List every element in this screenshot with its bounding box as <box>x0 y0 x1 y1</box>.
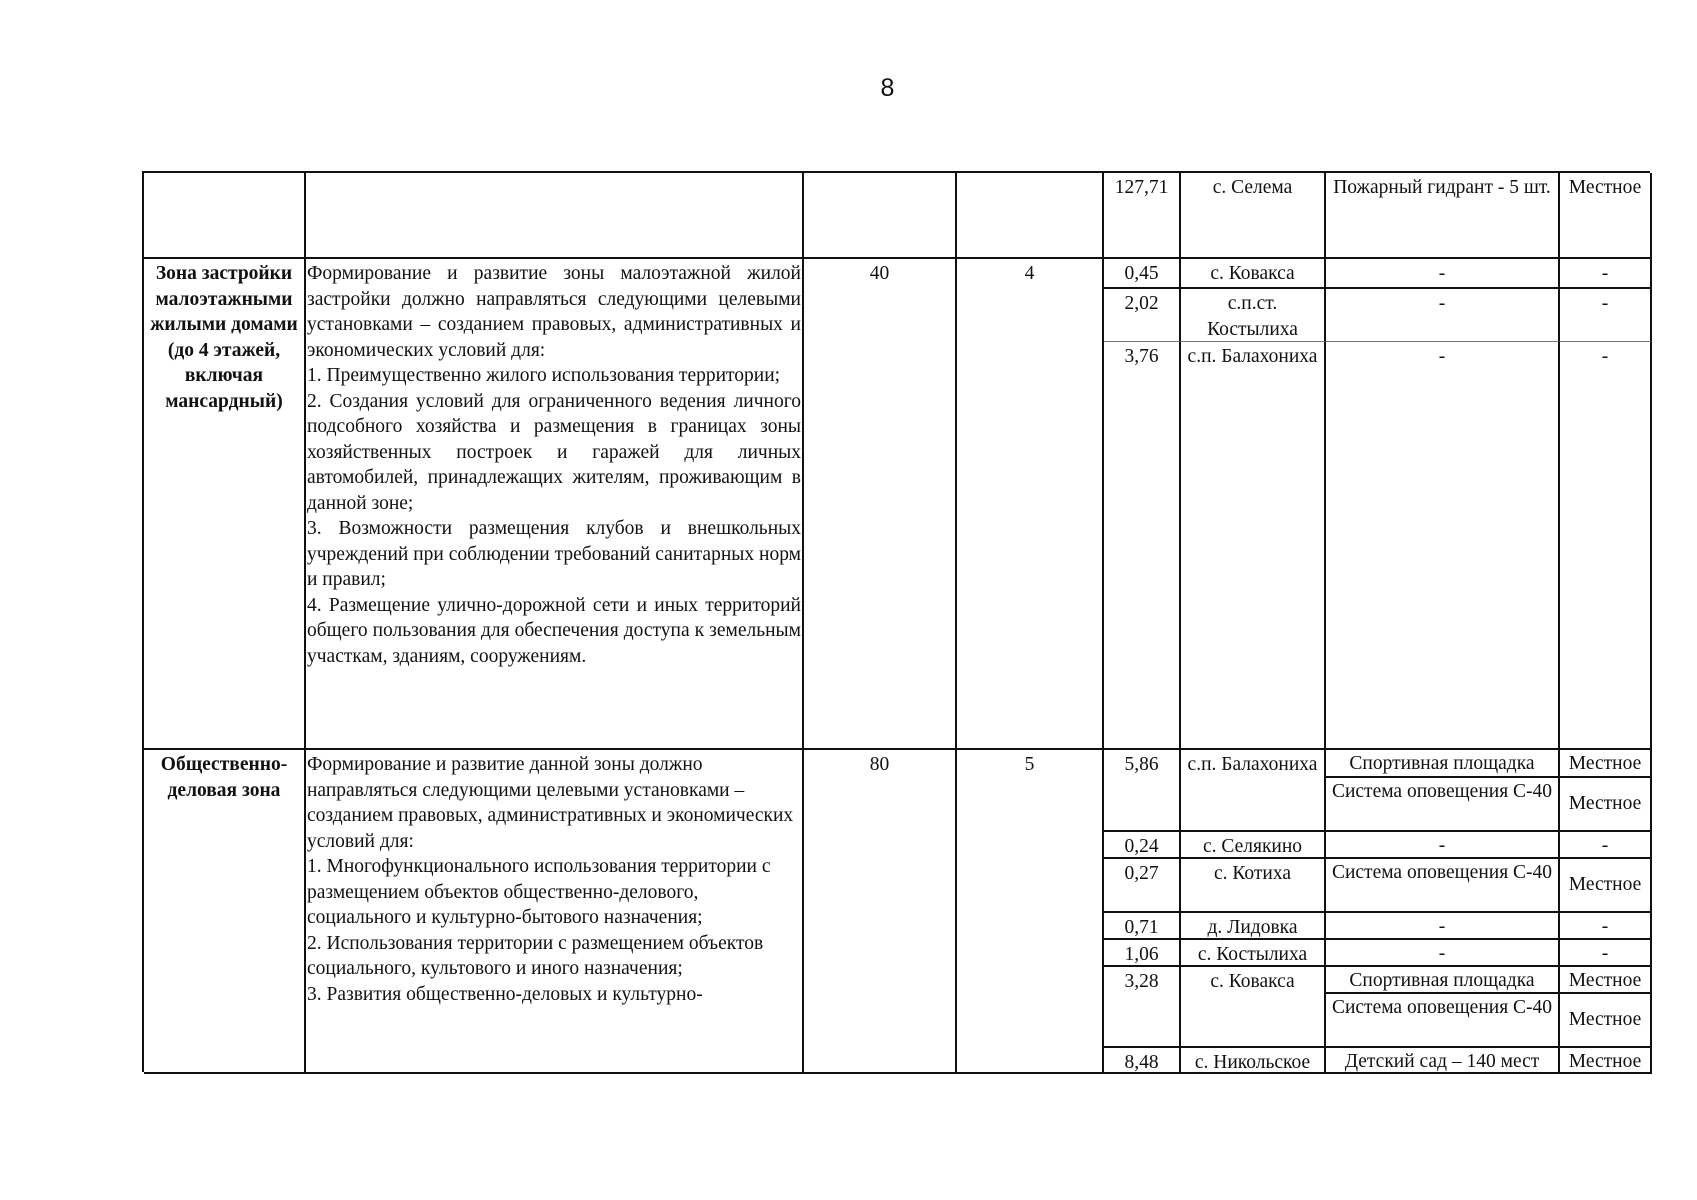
place-cell: с. Ковакса <box>1181 967 1326 1048</box>
value-a-cell: 40 <box>804 259 957 750</box>
significance-cell: Местное <box>1560 750 1652 778</box>
description-paragraph: 2. Использования территории с размещением объектов социального, культового и иного назначения; <box>307 932 764 979</box>
area-cell: 8,48 <box>1104 1048 1181 1074</box>
object-cell: - <box>1326 342 1560 750</box>
page-number: 8 <box>880 74 895 102</box>
object-cell: Система оповещения С-40 <box>1326 778 1560 832</box>
area-cell: 0,45 <box>1104 259 1181 289</box>
object-cell: - <box>1326 259 1560 289</box>
place-cell: с.п.ст. Костылиха <box>1181 289 1326 342</box>
place-cell: с. Никольское <box>1181 1048 1326 1074</box>
significance-cell: Местное <box>1560 1048 1652 1074</box>
place-cell: с.п. Балахониха <box>1181 342 1326 750</box>
value-b-cell: 5 <box>957 750 1104 1074</box>
object-cell: - <box>1326 289 1560 342</box>
place-cell: с.п. Балахониха <box>1181 750 1326 832</box>
description-paragraph: Формирование и развитие зоны малоэтажной жилой застройки должно направляться следующими целевыми установками – созданием правовых, административных и экономических условий для: <box>307 263 801 361</box>
area-cell: 3,76 <box>1104 342 1181 750</box>
area-cell: 5,86 <box>1104 750 1181 832</box>
table-cell <box>144 173 306 259</box>
table-cell <box>306 173 804 259</box>
description-paragraph: 1. Многофункционального использования территории с размещением объектов общественно-делового, социального и культурно-бытового назначения; <box>307 856 771 928</box>
description-paragraph: 1. Преимущественно жилого использования территории; <box>307 365 781 386</box>
significance-cell: - <box>1560 259 1652 289</box>
zone-name-cell: Зона застройки малоэтажными жилыми домами (до 4 этажей, включая мансардный) <box>144 259 306 750</box>
object-cell: Спортивная площадка <box>1326 967 1560 994</box>
object-cell: - <box>1326 940 1560 967</box>
value-a-cell: 80 <box>804 750 957 1074</box>
zone-description-cell <box>306 259 804 750</box>
table-cell <box>804 173 957 259</box>
place-cell: с. Селема <box>1181 173 1326 259</box>
zones-table <box>142 171 1650 1072</box>
description-paragraph: 3. Развития общественно-деловых и культурно- <box>307 983 703 1005</box>
object-cell: Система оповещения С-40 <box>1326 994 1560 1048</box>
place-cell: с. Котиха <box>1181 859 1326 913</box>
significance-cell: Местное <box>1560 173 1652 259</box>
area-cell: 1,06 <box>1104 940 1181 967</box>
place-cell: с. Костылиха <box>1181 940 1326 967</box>
object-cell: Пожарный гидрант - 5 шт. <box>1326 173 1560 259</box>
object-cell: Детский сад – 140 мест <box>1326 1048 1560 1074</box>
significance-cell: - <box>1560 940 1652 967</box>
significance-cell: Местное <box>1560 778 1652 832</box>
place-cell: д. Лидовка <box>1181 913 1326 940</box>
significance-cell: Местное <box>1560 994 1652 1048</box>
significance-cell: Местное <box>1560 967 1652 994</box>
area-cell: 0,71 <box>1104 913 1181 940</box>
object-cell: - <box>1326 913 1560 940</box>
place-cell: с. Ковакса <box>1181 259 1326 289</box>
object-cell: Система оповещения С-40 <box>1326 859 1560 913</box>
place-cell: с. Селякино <box>1181 832 1326 859</box>
description-paragraph: 4. Размещение улично-дорожной сети и иных территорий общего пользования для обеспечения доступа к земельным участкам, зданиям, сооружениям. <box>307 594 801 667</box>
significance-cell: - <box>1560 289 1652 342</box>
area-cell: 0,27 <box>1104 859 1181 913</box>
object-cell: - <box>1326 832 1560 859</box>
zone-name-cell: Общественно-деловая зона <box>144 750 306 1074</box>
significance-cell: - <box>1560 342 1652 750</box>
area-cell: 2,02 <box>1104 289 1181 342</box>
table-cell <box>957 173 1104 259</box>
significance-cell: - <box>1560 832 1652 859</box>
significance-cell: Местное <box>1560 859 1652 913</box>
zone-description-cell <box>306 750 804 1074</box>
significance-cell: - <box>1560 913 1652 940</box>
area-cell: 0,24 <box>1104 832 1181 859</box>
area-cell: 127,71 <box>1104 173 1181 259</box>
value-b-cell: 4 <box>957 259 1104 750</box>
description-paragraph: Формирование и развитие данной зоны должно направляться следующими целевыми установками – созданием правовых, административных и экономических условий для: <box>307 754 794 852</box>
description-paragraph: 2. Создания условий для ограниченного ведения личного подсобного хозяйства и размещения в границах зоны хозяйственных построек и гаражей для личных автомобилей, принадлежащих жителям, проживающим в данной зоне; <box>307 390 801 514</box>
object-cell: Спортивная площадка <box>1326 750 1560 778</box>
description-paragraph: 3. Возможности размещения клубов и внешкольных учреждений при соблюдении требований санитарных норм и правил; <box>307 518 801 590</box>
area-cell: 3,28 <box>1104 967 1181 1048</box>
